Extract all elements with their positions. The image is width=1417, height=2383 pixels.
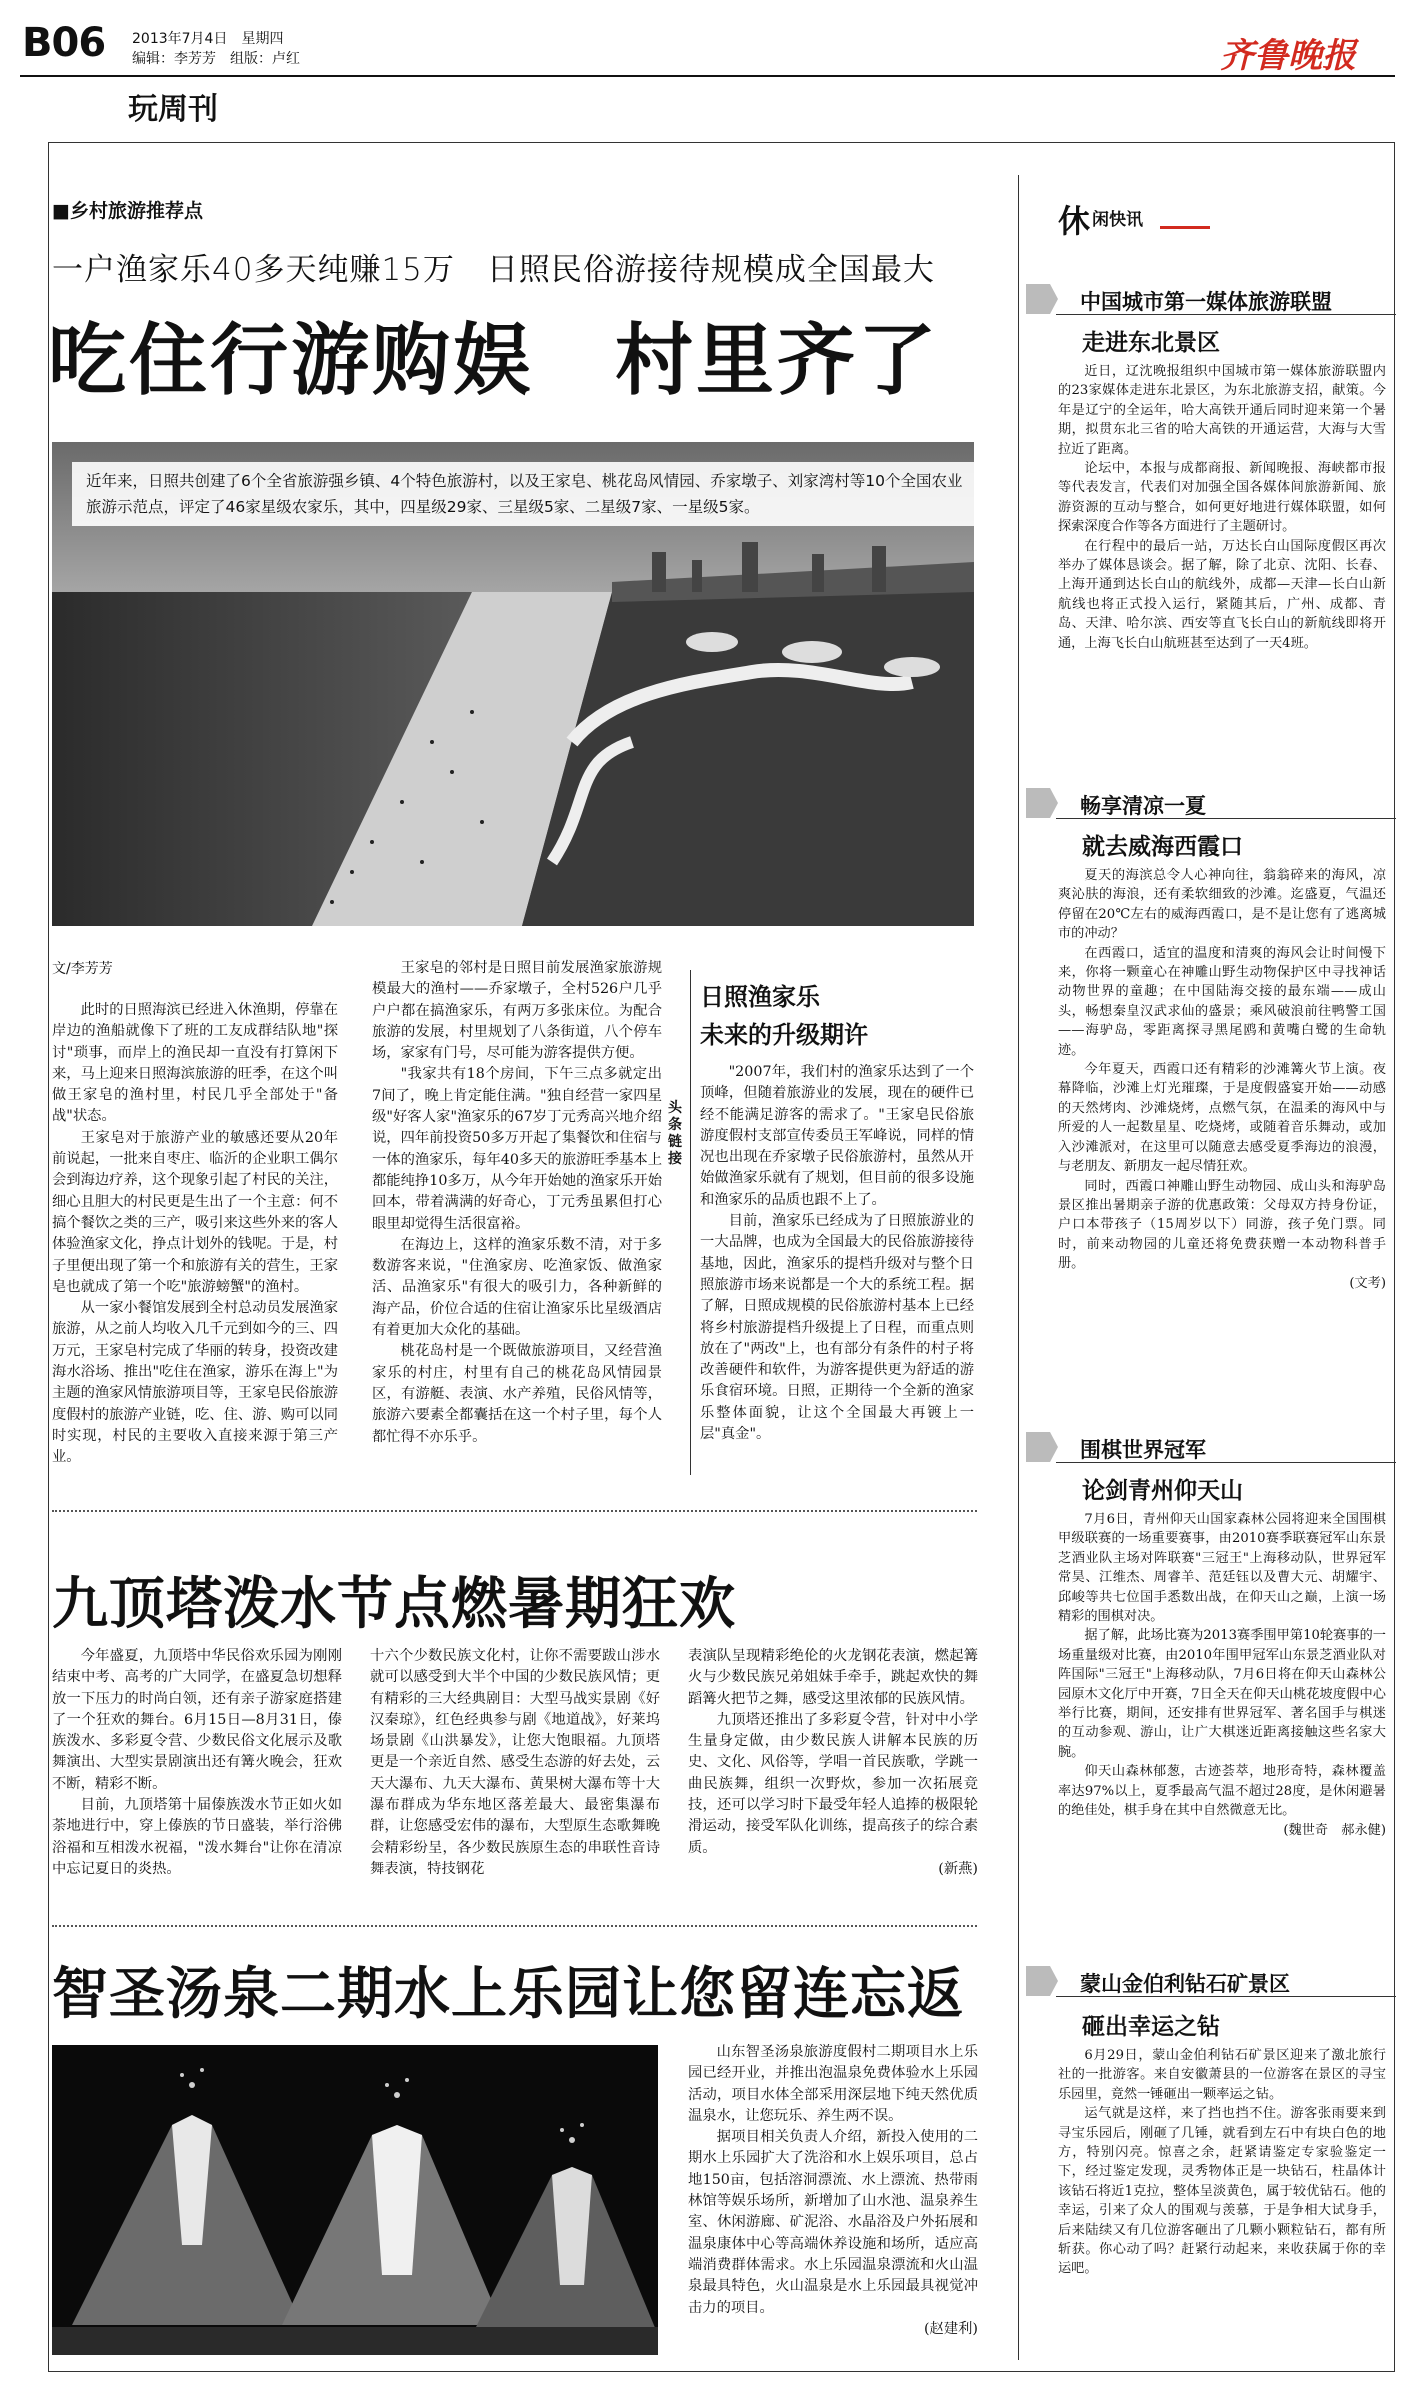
paragraph: 同时，西霞口神雕山野生动物园、成山头和海驴岛景区推出暑期亲子游的优惠政策：父母双方持身份证，户口本带孩子（15周岁以下）同游，孩子免门票。同时，前来动物园的儿童还将免费获赠一本动物科普手册。 <box>1058 1178 1386 1272</box>
volcano-water-park-photo <box>52 2045 658 2355</box>
sidebar-headline-line-1: 日照渔家乐 <box>700 983 820 1011</box>
story3-signature: (赵建利) <box>923 2320 978 2337</box>
page-number: B06 <box>22 20 106 66</box>
paragraph: 从一家小餐馆发展到全村总动员发展渔家旅游，从之前人均收入几千元到如今的三、四万元，王家皂村完成了华丽的转身，投资改建海水浴场、推出"吃住在渔家，游乐在海上"为主题的渔家风情旅游项目等，王家皂民俗旅游度假村的旅游产业链，吃、住、游、购可以同时实现，村民的主要收入直接来源于第三产业。 <box>52 1300 338 1466</box>
section-name: 玩周刊 <box>128 92 218 127</box>
lead-kicker: ■乡村旅游推荐点 <box>52 200 203 222</box>
title-bar-arrow-icon <box>1026 284 1058 314</box>
newspaper-logo: 齐鲁晚报 <box>1220 36 1356 76</box>
paragraph: 王家皂的邻村是日照目前发展渔家旅游规模最大的渔村——乔家墩子，全村526户几乎户户都在搞渔家乐，有两万多张床位。为配合旅游的发展，村里规划了八条街道，八个停车场，家家有门号，尽可能为游客提供方便。 <box>372 960 662 1062</box>
paragraph: 目前，九顶塔第十届傣族泼水节正如火如荼地进行中，穿上傣族的节日盛装，举行浴佛浴福和互相泼水祝福，"泼水舞台"让你在清凉中忘记夏日的炎热。 <box>52 1797 342 1877</box>
news-item-body <box>1058 1510 1386 1840</box>
paragraph: 近日，辽沈晚报组织中国城市第一媒体旅游联盟内的23家媒体走进东北景区，为东北旅游支招，献策。今年是辽宁的全运年，哈大高铁开通后同时迎来第一个暑期，拟贯东北三省的哈大高铁的开通运营，大海与大雪拉近了距离。 <box>1058 364 1386 457</box>
news-item-subtitle: 走进东北景区 <box>1082 330 1220 356</box>
paragraph: 十六个少数民族文化村，让你不需要跋山涉水就可以感受到大半个中国的少数民族风情；更有精彩的三大经典剧目：大型马战实景剧《好汉秦琼》，红色经典参与剧《地道战》，好莱坞场景剧《山洪暴发》，让您大饱眼福。九顶塔更是一个亲近自然、感受生态游的好去处，云天大瀑布、九天大瀑布、黄果树大瀑布等十大瀑布群成为华东地区落差最大、最密集瀑布群，让您感受宏伟的瀑布，大型原生态歌舞晚会精彩纷呈，各少数民族原生态的串联性音诗舞表演，特技钢花 <box>370 1648 660 1877</box>
header-rule <box>20 75 1395 77</box>
news-item-title: 中国城市第一媒体旅游联盟 <box>1080 290 1332 314</box>
paragraph: 目前，渔家乐已经成为了日照旅游业的一大品牌，也成为全国最大的民俗旅游接待基地，因此，渔家乐的提档升级对与整个日照旅游市场来说都是一个大的系统工程。据了解，日照成规模的民俗旅游村基本上已经将乡村旅游提档升级提上了日程，而重点则放在了"两改"上，也有部分有条件的村子将改善硬件和软件，为游客提供更为舒适的游乐食宿环境。日照，正期待一个全新的渔家乐整体面貌，让这个全国最大再镀上一层"真金"。 <box>700 1213 974 1443</box>
title-bar-arrow-icon <box>1026 1432 1058 1462</box>
news-item-body <box>1058 362 1386 653</box>
news-item-title-bar <box>1026 1966 1396 1996</box>
paragraph: 据项目相关负责人介绍，新投入使用的二期水上乐园扩大了洗浴和水上娱乐项目，总占地150亩，包括溶洞漂流、水上漂流、热带雨林馆等娱乐场所，新增加了山水池、温泉养生室、休闲游廊、矿泥浴、水晶浴及户外拓展和温泉康体中心等高端休养设施和场所，适应高端消费群体需求。水上乐园温泉漂流和火山温泉最具特色，火山温泉是水上乐园最具视觉冲击力的项目。 <box>688 2129 978 2316</box>
news-item-subtitle: 就去威海西霞口 <box>1082 834 1243 860</box>
beach-photo <box>52 442 974 926</box>
paragraph: 今年夏天，西霞口还有精彩的沙滩篝火节上演。夜幕降临，沙滩上灯光璀璨，于是度假盛宴开始——动感的天然烤肉、沙滩烧烤，点燃气氛，在温柔的海风中与所爱的人一起数星星、吃烧烤，或随着音乐舞动，或加入沙滩派对，在这里可以随意去感受夏季海边的浪漫，与老朋友、新朋友一起尽情狂欢。 <box>1058 1062 1386 1175</box>
lead-column-1 <box>52 1000 338 1469</box>
story2-column-2 <box>370 1646 660 1880</box>
sidebar-headline <box>700 978 868 1054</box>
story2-column-1 <box>52 1646 342 1880</box>
paragraph: 桃花岛村是一个既做旅游项目，又经营渔家乐的村庄，村里有自己的桃花岛风情园景区，有游艇、表演、水产养殖，民俗风情等，旅游六要素全都囊括在这一个村子里，每个人都忙得不亦乐乎。 <box>372 1343 662 1445</box>
section-divider <box>52 1510 977 1512</box>
story2-column-3 <box>688 1646 978 1880</box>
news-item-title: 蒙山金伯利钻石矿景区 <box>1080 1972 1290 1996</box>
right-column-head: 闲快讯 <box>1092 210 1143 230</box>
volcano-illustration <box>52 2045 658 2355</box>
paragraph: 仰天山森林郁葱，古迹荟萃，地形奇特，森林覆盖率达97%以上，夏季最高气温不超过28度，是休闲避暑的绝佳处，棋手身在其中自然微意无比。 <box>1058 1764 1386 1819</box>
issue-date: 2013年7月4日 星期四 <box>132 31 284 47</box>
paragraph: 运气就是这样，来了挡也挡不住。游客张雨要来到寻宝乐园后，刚砸了几锤，就看到左石中有块白色的地方，特别闪亮。惊喜之余，赶紧请鉴定专家验鉴定一下，经过鉴定发现，灵秀物体正是一块钻石，柱晶体计该钻石将近1克拉，整体呈淡黄色，属于较优钻石。他的幸运，引来了众人的围观与羡慕，于是争相大试身手，后来陆续又有几位游客砸出了几颗小颗粒钻石，都有所斩获。你心动了吗？赶紧行动起来，来收获属于你的幸运吧。 <box>1058 2106 1386 2277</box>
title-bar-arrow-icon <box>1026 788 1058 818</box>
sidebar-headline-line-2: 未来的升级期许 <box>700 1021 868 1049</box>
lead-byline: 文/李芳芳 <box>52 961 113 977</box>
paragraph: 6月29日，蒙山金伯利钻石矿景区迎来了激北旅行社的一批游客。来自安徽萧县的一位游客在景区的寻宝乐园里，竟然一锤砸出一颗率运之钻。 <box>1058 2048 1386 2102</box>
paragraph: 夏天的海滨总令人心神向往，翁翁碎来的海风，凉爽沁肤的海浪，还有柔软细致的沙滩。迄盛夏，气温还停留在20℃左右的威海西霞口，是不是让您有了逃离城市的冲动？ <box>1058 868 1386 942</box>
sidebar-divider <box>690 970 691 1475</box>
right-column-head-char: 休 <box>1058 202 1091 240</box>
right-column-head-accent <box>1160 226 1210 229</box>
story2-signature: (新燕) <box>938 1860 978 1877</box>
paragraph: 据了解，此场比赛为2013赛季围甲第10轮赛事的一场重量级对比赛，由2010年围甲冠军山东景芝酒业队对阵国际"三冠王"上海移动队，7月6日将在仰天山森林公园原木文化厅中开赛，7日全天在仰天山桃花坡度假中心举行比赛，期间，还安排有世界冠军、著名国手与棋迷的互动参观、游山，让广大棋迷近距离接触这些名家大腕。 <box>1058 1628 1386 1760</box>
news-item-body <box>1058 2046 1386 2279</box>
right-column-divider <box>1018 175 1019 2360</box>
paragraph: "2007年，我们村的渔家乐达到了一个顶峰，但随着旅游业的发展，现在的硬件已经不能满足游客的需求了。"王家皂民俗旅游度假村支部宣传委员王军峰说，同样的情况也出现在乔家墩子民俗旅游村，虽然从开始做渔家乐就有了规划，但目前的很多设施和渔家乐的品质也跟不上了。 <box>700 1064 974 1208</box>
paragraph: 在西霞口，适宜的温度和清爽的海风会让时间慢下来，你将一颗童心在神雕山野生动物保护区中寻找神话动物世界的童趣；在中国陆海交接的最东端——成山头，畅想秦皇汉武求仙的盛景；乘风破浪前往鸭警工国——海驴岛，零距离探寻黑尾鸥和黄嘴白鹭的生命轨迹。 <box>1058 945 1386 1058</box>
news-item-body <box>1058 866 1386 1293</box>
section-divider <box>52 1925 977 1927</box>
paragraph: 在行程中的最后一站，万达长白山国际度假区再次举办了媒体恳谈会。据了解，除了北京、沈阳、长春、上海开通到达长白山的航线外，成都—天津—长白山新航线也将正式投入运行，紧随其后，广州、成都、青岛、天津、哈尔滨、西安等直飞长白山的新航线即将开通，上海飞长白山航班甚至达到了一天4班。 <box>1058 538 1386 651</box>
paragraph: 九顶塔还推出了多彩夏令营，针对中小学生量身定做，由少数民族人讲解本民族的历史、文化、风俗等，学唱一首民族歌，学跳一曲民族舞，组织一次野炊，参加一次拓展竞技，还可以学习时下最受年轻人追捧的极限轮滑运动，接受军队化训练，提高孩子的综合素质。 <box>688 1711 978 1856</box>
lead-column-2 <box>372 958 662 1448</box>
paragraph: 表演队呈现精彩绝伦的火龙钢花表演，燃起篝火与少数民族兄弟姐妹手牵手，跳起欢快的舞蹈篝火把节之舞，感受这里浓郁的民族风情。 <box>688 1648 978 1707</box>
news-item-signature: (魏世奇 郝永健) <box>1283 1822 1386 1838</box>
news-item-subtitle: 砸出幸运之钻 <box>1082 2014 1220 2040</box>
news-item-subtitle: 论剑青州仰天山 <box>1082 1478 1243 1504</box>
story3-body <box>688 2042 978 2340</box>
news-item-title-bar <box>1026 1432 1396 1462</box>
title-bar-arrow-icon <box>1026 1966 1058 1996</box>
paragraph: 山东智圣汤泉旅游度假村二期项目水上乐园已经开业，并推出泡温泉免费体验水上乐园活动，项目水体全部采用深层地下纯天然优质温泉水，让您玩乐、养生两不误。 <box>688 2044 978 2124</box>
story3-headline: 智圣汤泉二期水上乐园让您留连忘返 <box>52 1962 964 2027</box>
news-item-title-bar <box>1026 788 1396 818</box>
paragraph: 7月6日，青州仰天山国家森林公园将迎来全国围棋甲级联赛的一场重要赛事，由2010赛季联赛冠军山东景芝酒业队主场对阵联赛"三冠王"上海移动队，世界冠军常昊、江维杰、周睿羊、范廷钰以及曹大元、胡耀宇、邱峻等共七位国手悉数出战，在仰天山之巅，上演一场精彩的围棋对决。 <box>1058 1512 1386 1625</box>
news-item-title: 围棋世界冠军 <box>1080 1438 1206 1462</box>
editor-credits: 编辑：李芳芳 组版：卢红 <box>132 51 300 67</box>
news-item-title-bar <box>1026 284 1396 314</box>
paragraph: 论坛中，本报与成都商报、新闻晚报、海峡都市报等代表发言，代表们对加强全国各媒体间旅游新闻、旅游资源的互动与整合，如何更好地进行媒体联盟，如何探索深度合作等各方面进行了主题研讨。 <box>1058 461 1386 535</box>
lead-headline: 吃住行游购娱 村里齐了 <box>48 316 940 406</box>
paragraph: 王家皂对于旅游产业的敏感还要从20年前说起，一批来自枣庄、临沂的企业职工偶尔会到海边疗养，这个现象引起了村民的关注，细心且胆大的村民更是生出了一个主意：何不搞个餐饮之类的三产，吸引来这些外来的客人体验渔家文化，挣点计划外的钱呢。于是，村子里便出现了第一个和旅游有关的营生，王家皂也就成了第一个吃"旅游螃蟹"的渔村。 <box>52 1129 338 1295</box>
story2-headline: 九顶塔泼水节点燃暑期狂欢 <box>52 1572 736 1637</box>
sidebar-label: 头条链接 <box>668 1100 682 1167</box>
paragraph: "我家共有18个房间，下午三点多就定出7间了，晚上肯定能住满。"独自经营一家四星级"好客人家"渔家乐的67岁丁元秀高兴地介绍说，四年前投资50多万开起了集餐饮和住宿与一体的渔家乐，每年40多天的旅游旺季基本上都能纯挣10多万，从今年开始她的渔家乐开始回本，带着满满的好奇心，丁元秀虽累但打心眼里却觉得生活很富裕。 <box>372 1066 662 1232</box>
lead-subtitle: 一户渔家乐40多天纯赚15万 日照民俗游接待规模成全国最大 <box>52 252 935 288</box>
paragraph: 今年盛夏，九顶塔中华民俗欢乐园为刚刚结束中考、高考的广大同学，在盛夏急切想释放一下压力的时尚白领，还有亲子游家庭搭建了一个狂欢的舞台。6月15日—8月31日，傣族泼水、多彩夏令营、少数民俗文化展示及歌舞演出、大型实景剧演出还有篝火晚会，狂欢不断，精彩不断。 <box>52 1648 342 1792</box>
sidebar-body <box>700 1062 974 1445</box>
news-item-signature: (文考) <box>1349 1275 1386 1291</box>
paragraph: 此时的日照海滨已经进入休渔期，停靠在岸边的渔船就像下了班的工友成群结队地"探讨"琐事，而岸上的渔民却一直没有打算闲下来，马上迎来日照海滨旅游的旺季，在这个叫做王家皂的渔村里，村民几乎全部处于"备战"状态。 <box>52 1002 338 1125</box>
photo-caption: 近年来，日照共创建了6个全省旅游强乡镇、4个特色旅游村，以及王家皂、桃花岛风情园、乔家墩子、刘家湾村等10个全国农业旅游示范点，评定了46家星级农家乐，其中，四星级29家、三星级5家、二星级7家、一星级5家。 <box>72 462 974 526</box>
paragraph: 在海边上，这样的渔家乐数不清，对于多数游客来说，"住渔家房、吃渔家饭、做渔家活、品渔家乐"有很大的吸引力，各种新鲜的海产品，价位合适的住宿让渔家乐比星级酒店有着更加大众化的基础。 <box>372 1236 662 1339</box>
news-item-title: 畅享清凉一夏 <box>1080 794 1206 818</box>
